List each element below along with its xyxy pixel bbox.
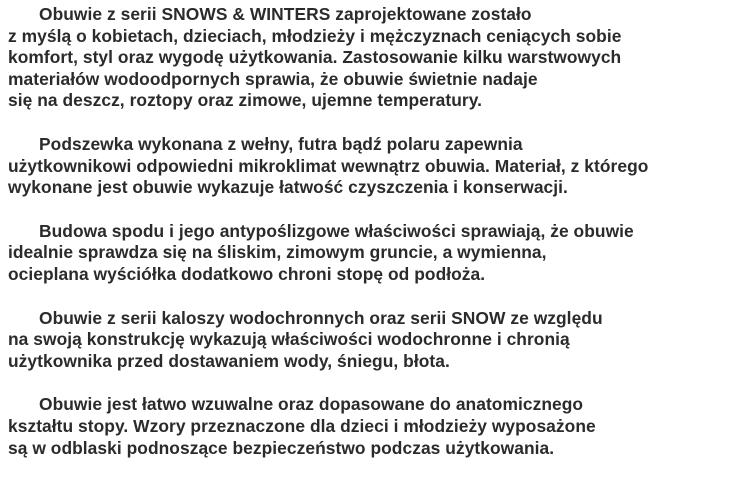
document-body [8,4,743,481]
text-line: wykonane jest obuwie wykazuje łatwość czyszczenia i konserwacji. [8,177,568,198]
text-line: Obuwie jest łatwo wzuwalne oraz dopasowane do anatomicznego [39,394,584,415]
paragraph-5 [8,394,743,459]
paragraph-4 [8,308,743,373]
text-line: materiałów wodoodpornych sprawia, że obuwie świetnie nadaje [8,68,538,89]
text-line: Podszewka wykonana z wełny, futra bądź polaru zapewnia [39,133,523,154]
text-line: się na deszcz, roztopy oraz zimowe, ujemne temperatury. [8,90,483,111]
text-line: kształtu stopy. Wzory przeznaczone dla dzieci i młodzieży wyposażone [8,415,596,436]
text-line: użytkownikowi odpowiedni mikroklimat wewnątrz obuwia. Materiał, z którego [8,155,649,176]
text-line: idealnie sprawdza się na śliskim, zimowym gruncie, a wymienna, [8,242,547,263]
text-line: na swoją konstrukcję wykazują właściwości wodochronne i chronią [8,329,570,350]
text-line: komfort, styl oraz wygodę użytkowania. Zastosowanie kilku warstwowych [8,47,622,68]
paragraph-1 [8,4,743,112]
paragraph-2 [8,134,743,199]
text-line: użytkownika przed dostawaniem wody, śniegu, błota. [8,350,450,371]
text-line: z myślą o kobietach, dzieciach, młodzieży i mężczyznach ceniących sobie [8,25,622,46]
text-line: Obuwie z serii kaloszy wodochronnych oraz serii SNOW ze względu [39,307,603,328]
text-line: Obuwie z serii SNOWS & WINTERS zaprojektowane zostało [39,4,532,24]
text-line: ocieplana wyściółka dodatkowo chroni stopę od podłoża. [8,263,486,284]
paragraph-3 [8,221,743,286]
text-line: są w odblaski podnoszące bezpieczeństwo podczas użytkowania. [8,437,555,458]
text-line: Budowa spodu i jego antypoślizgowe właściwości sprawiają, że obuwie [39,220,634,241]
